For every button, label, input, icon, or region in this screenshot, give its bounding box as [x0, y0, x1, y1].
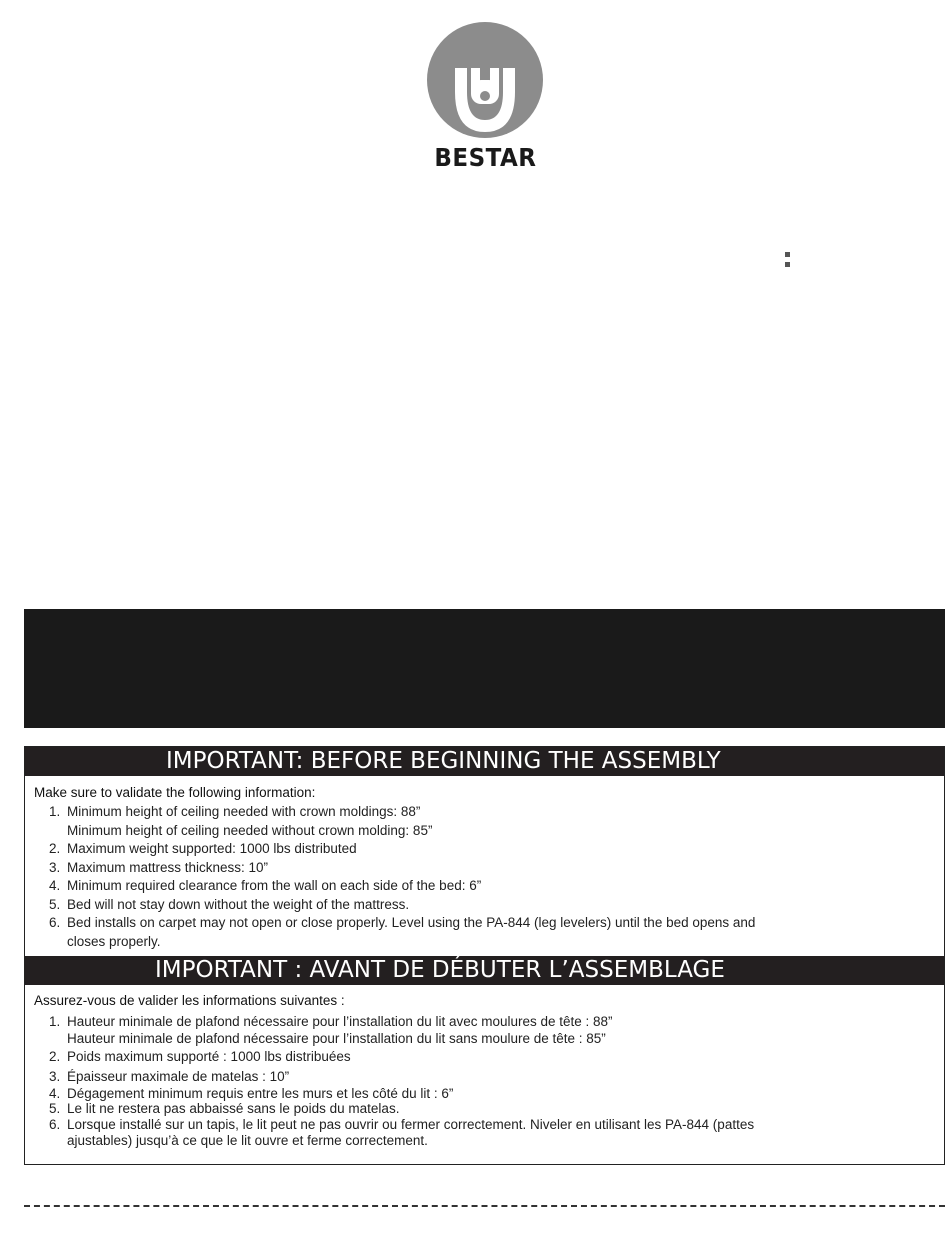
list-item: 3. Maximum mattress thickness: 10”	[49, 859, 269, 875]
list-item: 6. Bed installs on carpet may not open or close properly. Level using the PA-844 (leg levelers) until the bed opens and closes properly.	[49, 915, 756, 949]
english-list	[34, 803, 755, 951]
english-heading-bar	[25, 747, 944, 776]
english-heading: IMPORTANT: BEFORE BEGINNING THE ASSEMBLY	[166, 748, 721, 774]
list-item: 2. Poids maximum supporté : 1000 lbs distribuées	[49, 1049, 351, 1064]
bestar-logo-icon	[427, 22, 543, 138]
black-band	[24, 609, 945, 728]
french-heading-bar	[25, 956, 944, 985]
french-list	[34, 1013, 754, 1149]
french-intro: Assurez-vous de valider les informations suivantes :	[34, 993, 345, 1008]
list-item: 3. Épaisseur maximale de matelas : 10”	[49, 1069, 290, 1084]
dots-mark	[785, 252, 791, 267]
list-item: 1. Hauteur minimale de plafond nécessaire pour l’installation du lit avec moulures de tête : 88” Hauteur minimale de plafond nécessaire pour l’installation du lit sans moulure de tête : 85”	[49, 1014, 613, 1046]
dashed-separator	[24, 1205, 945, 1207]
list-item: 2. Maximum weight supported: 1000 lbs distributed	[49, 841, 357, 856]
french-heading: IMPORTANT : AVANT DE DÉBUTER L’ASSEMBLAGE	[155, 957, 725, 983]
important-box	[24, 746, 945, 1165]
brand-name: BESTAR	[433, 143, 536, 172]
list-item: 4. Minimum required clearance from the wall on each side of the bed: 6”	[49, 878, 482, 893]
list-item: 5. Bed will not stay down without the weight of the mattress.	[49, 896, 410, 912]
list-item: 4. Dégagement minimum requis entre les murs et les côté du lit : 6”	[49, 1086, 454, 1101]
english-intro: Make sure to validate the following information:	[34, 785, 316, 800]
list-item: 1. Minimum height of ceiling needed with crown moldings: 88” Minimum height of ceiling needed without crown molding: 85”	[49, 804, 433, 838]
list-item: 6. Lorsque installé sur un tapis, le lit peut ne pas ouvrir ou fermer correctement. Niveler en utilisant les PA-844 (pattes ajustables) jusqu’à ce que le lit ouvre et ferme correctement.	[49, 1117, 755, 1148]
list-item: 5. Le lit ne restera pas abbaissé sans le poids du matelas.	[49, 1101, 400, 1116]
